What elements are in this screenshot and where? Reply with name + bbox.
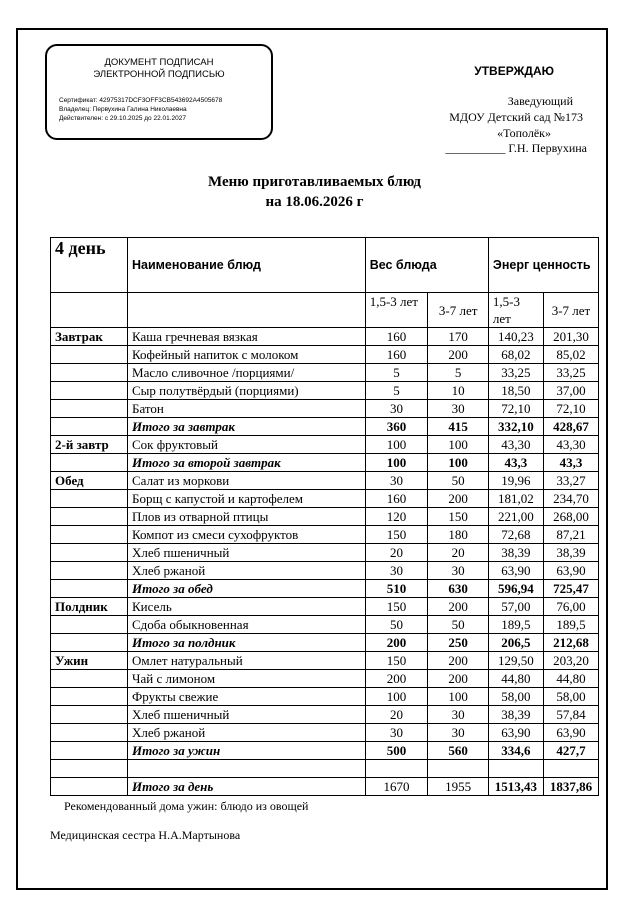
energy-2-cell: 234,70: [543, 490, 598, 508]
meal-cell: [51, 760, 128, 778]
meal-cell: [51, 454, 128, 472]
energy-2-cell: 58,00: [543, 688, 598, 706]
weight-1-cell: 120: [365, 508, 428, 526]
energy-1-cell: 33,25: [488, 364, 543, 382]
weight-1-cell: 5: [365, 364, 428, 382]
weight-2-cell: 30: [428, 724, 489, 742]
e-signature-stamp: [45, 44, 273, 140]
meal-cell: Завтрак: [51, 328, 128, 346]
weight-1-cell: 360: [365, 418, 428, 436]
energy-1-cell: 58,00: [488, 688, 543, 706]
weight-1-cell: 160: [365, 346, 428, 364]
energy-1-cell: 334,6: [488, 742, 543, 760]
header-energy: Энерг ценность: [488, 238, 598, 293]
energy-2-cell: 725,47: [543, 580, 598, 598]
energy-2-cell: 203,20: [543, 652, 598, 670]
table-row: [51, 400, 599, 418]
weight-2-cell: 1955: [428, 778, 489, 796]
table-row: [51, 490, 599, 508]
weight-1-cell: 30: [365, 400, 428, 418]
energy-1-cell: 63,90: [488, 562, 543, 580]
energy-1-cell: 221,00: [488, 508, 543, 526]
dish-cell: Масло сливочное /порциями/: [128, 364, 366, 382]
energy-2-cell: 63,90: [543, 724, 598, 742]
table-row: [51, 382, 599, 400]
meal-cell: [51, 544, 128, 562]
energy-1-cell: 18,50: [488, 382, 543, 400]
dish-cell: Итого за ужин: [128, 742, 366, 760]
energy-1-cell: 68,02: [488, 346, 543, 364]
dish-cell: Каша гречневая вязкая: [128, 328, 366, 346]
approval-position: Заведующий: [507, 94, 573, 108]
dish-cell: Салат из моркови: [128, 472, 366, 490]
dish-cell: Итого за полдник: [128, 634, 366, 652]
dinner-note: Рекомендованный дома ужин: блюдо из овощей: [64, 799, 309, 813]
stamp-owner: Владелец: Первухина Галина Николаевна: [59, 106, 187, 113]
energy-1-cell: 596,94: [488, 580, 543, 598]
energy-2-cell: [543, 760, 598, 778]
document-title: [0, 172, 629, 212]
energy-1-cell: 38,39: [488, 706, 543, 724]
meal-cell: 2-й завтр: [51, 436, 128, 454]
weight-1-cell: 150: [365, 598, 428, 616]
stamp-details: [59, 96, 222, 123]
weight-1-cell: 50: [365, 616, 428, 634]
energy-2-cell: 43,3: [543, 454, 598, 472]
dish-cell: Итого за день: [128, 778, 366, 796]
weight-2-cell: 180: [428, 526, 489, 544]
document-title-line2: на 18.06.2026 г: [265, 194, 364, 210]
meal-cell: [51, 778, 128, 796]
dish-cell: Фрукты свежие: [128, 688, 366, 706]
weight-1-cell: 510: [365, 580, 428, 598]
table-subheader-row: [51, 293, 599, 328]
weight-1-cell: 160: [365, 328, 428, 346]
table-row: [51, 706, 599, 724]
menu-table: [50, 237, 599, 796]
weight-1-cell: 30: [365, 724, 428, 742]
weight-2-cell: 100: [428, 688, 489, 706]
weight-1-cell: 160: [365, 490, 428, 508]
energy-2-cell: 33,25: [543, 364, 598, 382]
meal-cell: [51, 382, 128, 400]
energy-2-cell: 85,02: [543, 346, 598, 364]
stamp-title-line1: ДОКУМЕНТ ПОДПИСАН: [104, 57, 214, 68]
weight-1-cell: 1670: [365, 778, 428, 796]
weight-2-cell: 630: [428, 580, 489, 598]
dish-cell: Компот из смеси сухофруктов: [128, 526, 366, 544]
energy-2-cell: 76,00: [543, 598, 598, 616]
energy-1-cell: 63,90: [488, 724, 543, 742]
weight-1-cell: 30: [365, 562, 428, 580]
energy-2-cell: 57,84: [543, 706, 598, 724]
energy-2-cell: 63,90: [543, 562, 598, 580]
weight-2-cell: 200: [428, 670, 489, 688]
weight-2-cell: 20: [428, 544, 489, 562]
energy-1-cell: 206,5: [488, 634, 543, 652]
meal-cell: [51, 364, 128, 382]
meal-cell: [51, 634, 128, 652]
meal-cell: [51, 490, 128, 508]
energy-1-cell: 181,02: [488, 490, 543, 508]
weight-1-cell: 200: [365, 670, 428, 688]
table-row: [51, 364, 599, 382]
header-dish: Наименование блюд: [128, 238, 366, 293]
meal-cell: Полдник: [51, 598, 128, 616]
weight-2-cell: 10: [428, 382, 489, 400]
meal-cell: [51, 562, 128, 580]
subheader-empty-meal: [51, 293, 128, 328]
subheader-energy-1: 1,5-3 лет: [488, 293, 543, 328]
table-row: [51, 418, 599, 436]
energy-2-cell: 428,67: [543, 418, 598, 436]
table-row: [51, 454, 599, 472]
weight-1-cell: 100: [365, 688, 428, 706]
table-row: [51, 778, 599, 796]
energy-2-cell: 44,80: [543, 670, 598, 688]
approval-signature: __________ Г.Н. Первухина: [445, 141, 587, 155]
dish-cell: Сыр полутвёрдый (порциями): [128, 382, 366, 400]
meal-cell: [51, 580, 128, 598]
table-row: [51, 328, 599, 346]
meal-cell: [51, 724, 128, 742]
weight-2-cell: 170: [428, 328, 489, 346]
energy-1-cell: 38,39: [488, 544, 543, 562]
dish-cell: Батон: [128, 400, 366, 418]
table-row: [51, 562, 599, 580]
weight-1-cell: 30: [365, 472, 428, 490]
meal-cell: [51, 742, 128, 760]
energy-2-cell: 87,21: [543, 526, 598, 544]
subheader-energy-2: 3-7 лет: [543, 293, 598, 328]
dish-cell: Итого за второй завтрак: [128, 454, 366, 472]
table-row: [51, 580, 599, 598]
energy-1-cell: 19,96: [488, 472, 543, 490]
weight-2-cell: 200: [428, 346, 489, 364]
meal-cell: [51, 688, 128, 706]
weight-2-cell: 200: [428, 598, 489, 616]
weight-1-cell: [365, 760, 428, 778]
table-row: [51, 634, 599, 652]
weight-2-cell: 250: [428, 634, 489, 652]
table-row: [51, 760, 599, 778]
meal-cell: [51, 508, 128, 526]
stamp-title-line2: ЭЛЕКТРОННОЙ ПОДПИСЬЮ: [93, 69, 225, 80]
day-label: 4 день: [51, 238, 128, 293]
weight-2-cell: 50: [428, 616, 489, 634]
dish-cell: Борщ с капустой и картофелем: [128, 490, 366, 508]
table-row: [51, 652, 599, 670]
dish-cell: Сок фруктовый: [128, 436, 366, 454]
meal-cell: [51, 400, 128, 418]
weight-2-cell: 5: [428, 364, 489, 382]
document-title-line1: Меню приготавливаемых блюд: [207, 174, 422, 190]
weight-2-cell: 100: [428, 436, 489, 454]
energy-2-cell: 212,68: [543, 634, 598, 652]
table-row: [51, 472, 599, 490]
weight-1-cell: 150: [365, 652, 428, 670]
table-row: [51, 670, 599, 688]
table-row: [51, 724, 599, 742]
energy-2-cell: 268,00: [543, 508, 598, 526]
dish-cell: Хлеб пшеничный: [128, 706, 366, 724]
subheader-weight-1: 1,5-3 лет: [365, 293, 428, 328]
energy-1-cell: 332,10: [488, 418, 543, 436]
weight-2-cell: 415: [428, 418, 489, 436]
table-row: [51, 346, 599, 364]
meal-cell: [51, 526, 128, 544]
table-row: [51, 508, 599, 526]
stamp-cert: Сертификат: 42975317DCF3OFF3CB543692A4505678: [59, 97, 223, 104]
dish-cell: Итого за обед: [128, 580, 366, 598]
energy-1-cell: 140,23: [488, 328, 543, 346]
dish-cell: Омлет натуральный: [128, 652, 366, 670]
approval-org: МДОУ Детский сад №173: [449, 110, 583, 124]
weight-1-cell: 200: [365, 634, 428, 652]
subheader-weight-2: 3-7 лет: [428, 293, 489, 328]
energy-1-cell: 43,3: [488, 454, 543, 472]
table-header-row: [51, 238, 599, 293]
weight-1-cell: 150: [365, 526, 428, 544]
header-weight: Вес блюда: [365, 238, 488, 293]
approval-title: УТВЕРЖДАЮ: [474, 64, 554, 78]
energy-1-cell: 129,50: [488, 652, 543, 670]
meal-cell: Ужин: [51, 652, 128, 670]
dish-cell: Кофейный напиток с молоком: [128, 346, 366, 364]
energy-1-cell: 57,00: [488, 598, 543, 616]
table-row: [51, 598, 599, 616]
energy-1-cell: 44,80: [488, 670, 543, 688]
dish-cell: Сдоба обыкновенная: [128, 616, 366, 634]
dish-cell: Хлеб ржаной: [128, 562, 366, 580]
meal-cell: [51, 346, 128, 364]
table-row: [51, 742, 599, 760]
weight-1-cell: 20: [365, 544, 428, 562]
weight-2-cell: 560: [428, 742, 489, 760]
meal-cell: [51, 418, 128, 436]
weight-1-cell: 100: [365, 436, 428, 454]
weight-2-cell: 150: [428, 508, 489, 526]
table-row: [51, 616, 599, 634]
meal-cell: [51, 616, 128, 634]
meal-cell: [51, 706, 128, 724]
weight-2-cell: 100: [428, 454, 489, 472]
stamp-title: [47, 57, 271, 81]
weight-2-cell: 30: [428, 706, 489, 724]
dish-cell: Итого за завтрак: [128, 418, 366, 436]
weight-2-cell: 200: [428, 652, 489, 670]
table-row: [51, 688, 599, 706]
stamp-valid: Действителен: с 29.10.2025 до 22.01.2027: [59, 115, 187, 122]
weight-2-cell: 30: [428, 400, 489, 418]
weight-1-cell: 500: [365, 742, 428, 760]
subheader-empty-dish: [128, 293, 366, 328]
table-row: [51, 526, 599, 544]
energy-2-cell: 1837,86: [543, 778, 598, 796]
weight-2-cell: [428, 760, 489, 778]
meal-cell: [51, 670, 128, 688]
energy-2-cell: 43,30: [543, 436, 598, 454]
dish-cell: Чай с лимоном: [128, 670, 366, 688]
energy-1-cell: 72,68: [488, 526, 543, 544]
weight-2-cell: 50: [428, 472, 489, 490]
dish-cell: Плов из отварной птицы: [128, 508, 366, 526]
weight-1-cell: 20: [365, 706, 428, 724]
energy-2-cell: 189,5: [543, 616, 598, 634]
table-row: [51, 436, 599, 454]
weight-1-cell: 5: [365, 382, 428, 400]
energy-2-cell: 37,00: [543, 382, 598, 400]
weight-1-cell: 100: [365, 454, 428, 472]
energy-2-cell: 33,27: [543, 472, 598, 490]
weight-2-cell: 30: [428, 562, 489, 580]
energy-2-cell: 72,10: [543, 400, 598, 418]
dish-cell: Хлеб ржаной: [128, 724, 366, 742]
dish-cell: Кисель: [128, 598, 366, 616]
energy-1-cell: [488, 760, 543, 778]
dish-cell: Хлеб пшеничный: [128, 544, 366, 562]
energy-1-cell: 1513,43: [488, 778, 543, 796]
energy-1-cell: 189,5: [488, 616, 543, 634]
energy-2-cell: 201,30: [543, 328, 598, 346]
energy-2-cell: 38,39: [543, 544, 598, 562]
dish-cell: [128, 760, 366, 778]
table-row: [51, 544, 599, 562]
approval-org-name: «Тополёк»: [497, 126, 551, 140]
energy-1-cell: 72,10: [488, 400, 543, 418]
meal-cell: Обед: [51, 472, 128, 490]
nurse-signature: Медицинская сестра Н.А.Мартынова: [50, 828, 241, 842]
weight-2-cell: 200: [428, 490, 489, 508]
energy-1-cell: 43,30: [488, 436, 543, 454]
energy-2-cell: 427,7: [543, 742, 598, 760]
